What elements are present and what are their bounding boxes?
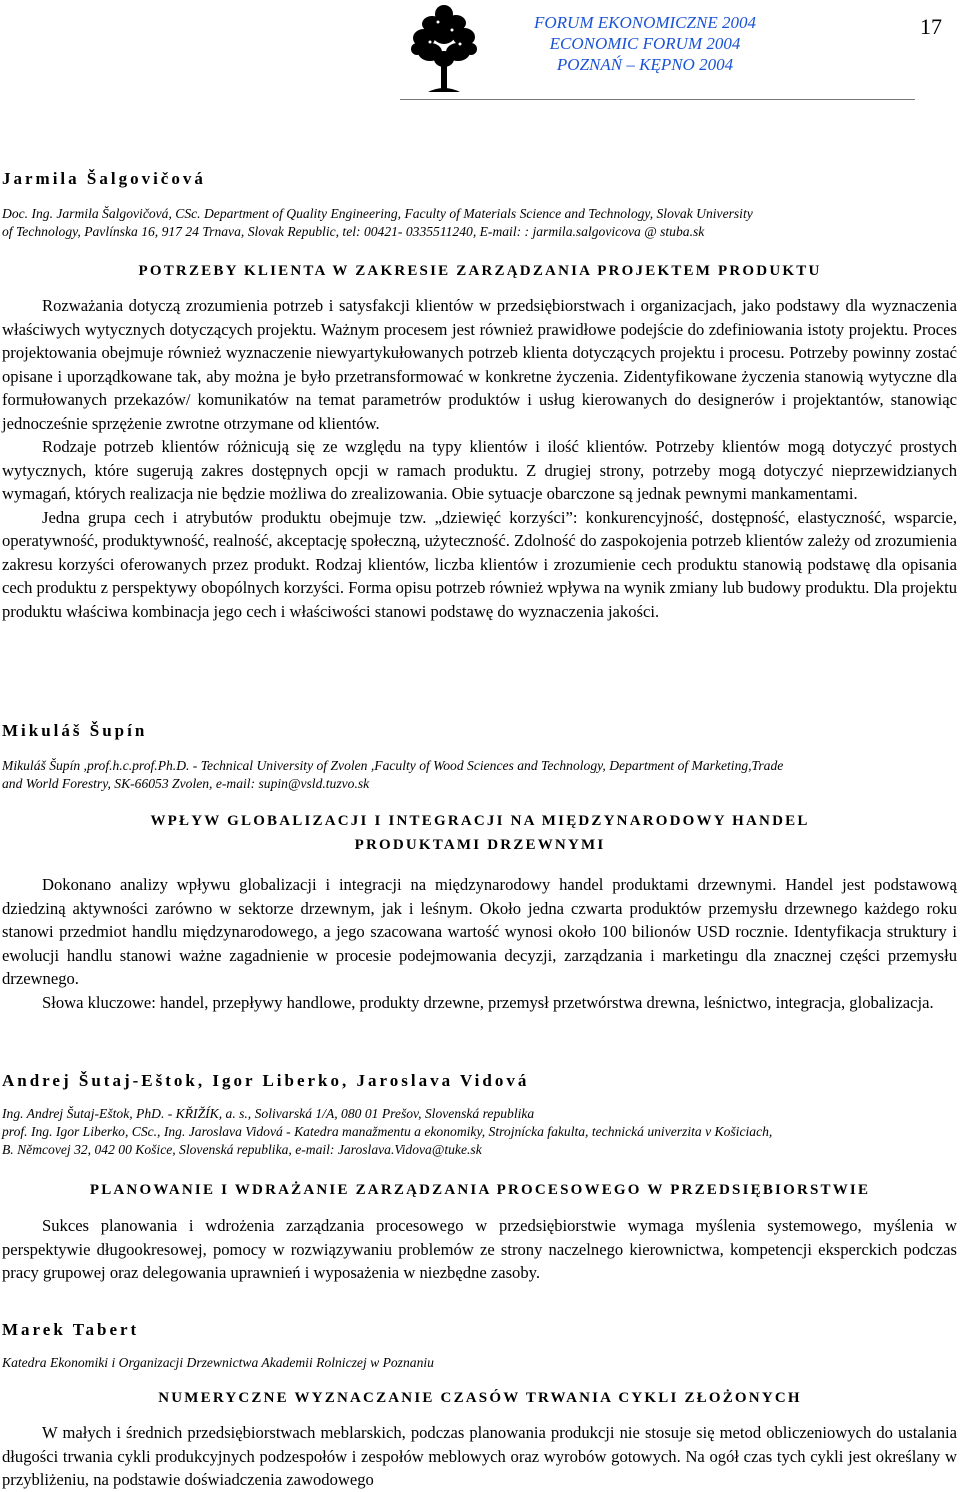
tree-logo-icon (408, 2, 480, 96)
author-name: Jarmila Šalgovičová (2, 169, 206, 188)
title-line: NUMERYCZNE WYZNACZANIE CZASÓW TRWANIA CYKLI ZŁOŻONYCH (158, 1390, 802, 1406)
author-affiliation (2, 205, 952, 241)
abstract-title (0, 809, 960, 857)
author-affiliation (2, 757, 952, 793)
affiliation-line: Mikuláš Šupín ,prof.h.c.prof.Ph.D. - Technical University of Zvolen ,Faculty of Wood Sciences and Technology, Department of Marketing,Trade (2, 758, 784, 773)
title-line: WPŁYW GLOBALIZACJI I INTEGRACJI NA MIĘDZYNARODOWY HANDEL (150, 813, 810, 829)
paragraph: Rozważania dotyczą zrozumienia potrzeb i satysfakcji klientów w przedsiębiorstwach i organizacjach, jako podstawy dla wyznaczenia właściwych wytycznych dotyczących projektu. Ważnym procesem jest również prawidłowe podejście do zdefiniowania istoty projektu. Proces projektowania obejmuje również wyznaczenie niewyartykułowanych potrzeb klienta dotyczących projektu i procesu. Potrzeby powinny zostać opisane i uporządkowane tak, aby można je było przetransformować w konkretne życzenia. Zidentyfikowane życzenia stanowią wytyczne dla formułowanych przekazów/ komunikatów na temat parametrów produktów i usług kierowanych do designerów i projektantów, stanowiąc jednocześnie sprzężenie zwrotne otrzymane od klientów. (2, 296, 957, 433)
author-name: Marek Tabert (2, 1320, 140, 1339)
title-line: POTRZEBY KLIENTA W ZAKRESIE ZARZĄDZANIA PROJEKTEM PRODUKTU (138, 263, 822, 279)
title-line: PRODUKTAMI DRZEWNYMI (354, 837, 606, 853)
abstract-title (0, 1386, 960, 1410)
affiliation-line: Katedra Ekonomiki i Organizacji Drzewnictwa Akademii Rolniczej w Poznaniu (2, 1355, 434, 1370)
paragraph: Słowa kluczowe: handel, przepływy handlowe, produkty drzewne, przemysł przetwórstwa drewna, leśnictwo, integracja, globalizacja. (42, 992, 934, 1012)
abstract-body (2, 873, 957, 1014)
author-name: Mikuláš Šupín (2, 721, 148, 740)
author-affiliation (2, 1105, 952, 1159)
affiliation-line: Ing. Andrej Šutaj-Eštok, PhD. - KŘIŽÍK, a. s., Solivarská 1/A, 080 01 Prešov, Slovenská republika (2, 1106, 535, 1121)
header-divider (400, 99, 915, 100)
paragraph: Rodzaje potrzeb klientów różnicują się ze względu na typy klientów i ilość klientów. Potrzeby klientów mogą dotyczyć prostych wytycznych, które sugerują zakres dostępnych opcji w ramach produktu. Z drugiej strony, potrzeby mogą dotyczyć nieprzewidzianych wymagań, których realizacja nie będzie możliwa do zrealizowania. Obie sytuacje obarczone są jednak pewnymi mankamentami. (2, 437, 957, 503)
conference-line: POZNAŃ – KĘPNO 2004 (556, 55, 734, 74)
affiliation-line: of Technology, Pavlínska 16, 917 24 Trnava, Slovak Republic, tel: 00421- 0335511240, E-mail: : jarmila.salgovicova @ stuba.sk (2, 224, 705, 239)
conference-line: ECONOMIC FORUM 2004 (549, 34, 741, 53)
page-number: 17 (920, 14, 942, 39)
affiliation-line: Doc. Ing. Jarmila Šalgovičová, CSc. Department of Quality Engineering, Faculty of Materials Science and Technology, Slovak University (2, 206, 753, 221)
paragraph: Sukces planowania i wdrożenia zarządzania procesowego w przedsiębiorstwie wymaga myślenia systemowego, myślenia w perspektywie długookresowej, pomocy w rozwiązywaniu problemów ze strony naczelnego kierownictwa, kompetencji eksperckich podczas pracy grupowej oraz delegowania uprawnień i wyposażenia w niezbędne zasoby. (2, 1216, 957, 1282)
affiliation-line: and World Forestry, SK-66053 Zvolen, e-mail: supin@vsld.tuzvo.sk (2, 776, 370, 791)
affiliation-line: prof. Ing. Igor Liberko, CSc., Ing. Jaroslava Vidová - Katedra manažmentu a ekonomiky, Strojnícka fakulta, technická univerzita v Košiciach, (2, 1124, 773, 1139)
paragraph: Jedna grupa cech i atrybutów produktu obejmuje tzw. „dziewięć korzyści”: konkurencyjność, dostępność, elastyczność, wsparcie, operatywność, produktywność, realność, akceptację społeczną, użyteczność. Zdolność do zaspokojenia potrzeb klientów zależy od zrozumienia zakresu korzyści oferowanych przez produkt. Rodzaj klientów, liczba klientów i zrozumienie cech produktu stanowią podstawę dla opisania cech produktu z perspektywy obopólnych korzyści. Forma opisu potrzeb również wpływa na wynik zmiany lub budowy produktu. Dla projektu produktu właściwa kombinacja jego cech i właściwości stanowi podstawę do wyznaczenia jakości. (2, 507, 957, 621)
affiliation-line: B. Němcovej 32, 042 00 Košice, Slovenská republika, e-mail: Jaroslava.Vidova@tuke.sk (2, 1142, 482, 1157)
conference-header (510, 12, 780, 75)
title-line: PLANOWANIE I WDRAŻANIE ZARZĄDZANIA PROCESOWEGO W PRZEDSIĘBIORSTWIE (89, 1182, 871, 1198)
abstract-body (2, 1214, 957, 1285)
conference-line: FORUM EKONOMICZNE 2004 (534, 13, 756, 32)
author-affiliation (2, 1354, 952, 1372)
paragraph: Dokonano analizy wpływu globalizacji i integracji na międzynarodowy handel produktami drzewnymi. Handel jest podstawową dziedziną aktywności zarówno w sektorze drzewnym, jak i leśnym. Około jedna czwarta produktów przemysłu drzewnego każdego roku stanowi przedmiot handlu międzynarodowego, a jego szacowana wartość wynosi około 100 bilionów USD rocznie. Identyfikacja struktury i ewolucji handlu stanowi ważne zagadnienie w procesie podejmowania decyzji, zarządzania i marketingu dla znacznej części przemysłu drzewnego. (2, 875, 957, 988)
paragraph: W małych i średnich przedsiębiorstwach meblarskich, podczas planowania produkcji nie stosuje się metod obliczeniowych do ustalania długości trwania cykli produkcyjnych podzespołów i zespołów meblowych oraz wyrobów gotowych. Na ogół czas tych cykli jest określany w przybliżeniu, na podstawie doświadczenia zawodowego (2, 1423, 957, 1489)
author-name: Andrej Šutaj-Eštok, Igor Liberko, Jaroslava Vidová (2, 1071, 530, 1090)
abstract-title (0, 1178, 960, 1202)
abstract-title (0, 259, 960, 283)
abstract-body (2, 294, 957, 623)
abstract-body (2, 1421, 957, 1492)
